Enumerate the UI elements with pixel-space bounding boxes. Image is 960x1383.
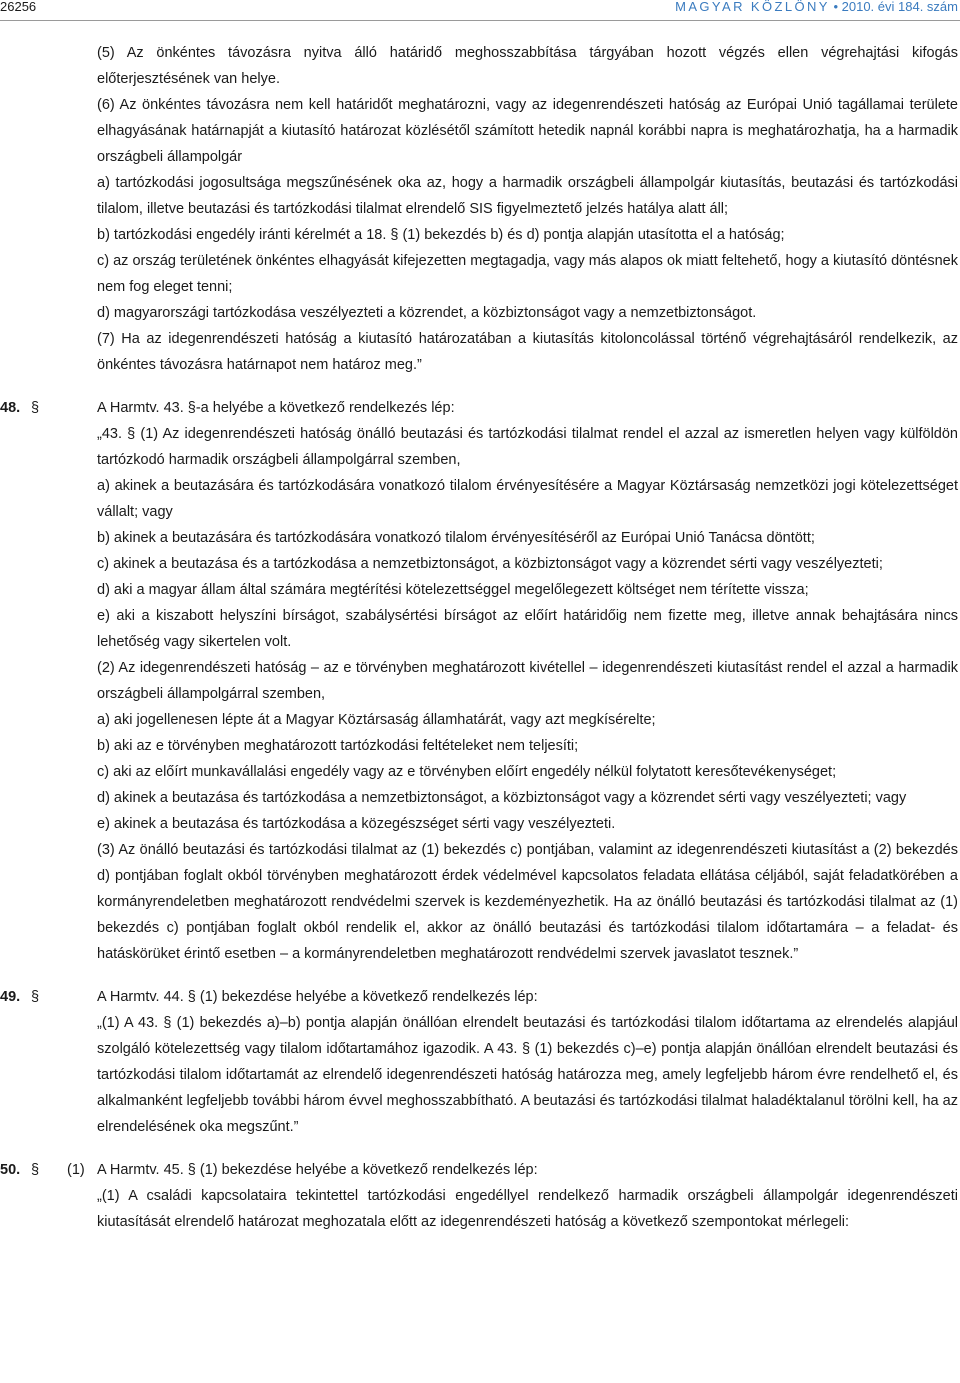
section-number: 50. — [0, 1162, 21, 1178]
section-gap — [0, 378, 960, 395]
paragraph-7: (7) Ha az idegenrendészeti hatóság a kiutasító határozatában a kiutasítás kitoloncolással történő végrehajtásáról rendelkezik, az önkéntes távozásra határnapot nem határoz meg.” — [97, 331, 958, 373]
s48-paragraph-1: „43. § (1) Az idegenrendészeti hatóság önálló beutazási és tartózkodási tilalmat rendel el azzal az ismeretlen helyen vagy külföldön tartózkodó harmadik országbeli állampolgárral szemben, — [97, 426, 958, 468]
s48-paragraph-3: (3) Az önálló beutazási és tartózkodási tilalmat az (1) bekezdés c) pontjában, valamint az idegenrendészeti kiutasítást a (2) bekezdés d) pontjában foglalt okból törvényben meghatározott érdek védelmével kapcsolatos feladata ellátása céljából, saját feladatkörében a kormányrendeletben meghatározott rendvédelmi szervek is kezdeményezhetik. Ha az önálló beutazási és tartózkodási tilalmat az (1) bekezdés c) pontjában foglalt okból rendelik el, akkor az önálló beutazási és tartózkodási tilalom időtartamára – a feladat- és hatáskörüket érintő esetben – a kormányrendeletben meghatározott rendvédelmi szervek javaslatot tesznek.” — [97, 842, 958, 962]
s48-p2-point-c: c) aki az előírt munkavállalási engedély vagy az e törvényben előírt engedély nélkül folytatott keresőtevékenységet; — [97, 764, 837, 780]
section-sign: § — [31, 400, 40, 416]
s48-point-c: c) akinek a beutazása és a tartózkodása a nemzetbiztonságot, a közbiztonságot vagy a közrendet sérti vagy veszélyezteti; — [97, 556, 883, 572]
s48-point-b: b) akinek a beutazására és tartózkodására vonatkozó tilalom érvényesítéséről az Európai Unió Tanácsa döntött; — [97, 530, 815, 546]
section-sign: § — [31, 989, 40, 1005]
running-header — [675, 0, 958, 13]
section-sign: § — [31, 1162, 40, 1178]
s49-paragraph-1: „(1) A 43. § (1) bekezdés a)–b) pontja alapján önállóan elrendelt beutazási és tartózkodási tilalom időtartama az elrendelés alapjául szolgáló kötelezettség vagy tilalom időtartamához igazodik. A 43. § (1) bekezdés c)–e) pontja alapján önállóan elrendelt beutazási és tartózkodási tilalom időtartamát az elrendelő idegenrendészeti hatóság határozza meg, amely legfeljebb három évre rendelhető el, és alkalmanként legfeljebb további három évvel meghosszabbítható. A beutazási és tartózkodási tilalmat haladéktalanul törölni kell, ha az elrendelésének oka megszűnt.” — [97, 1015, 958, 1135]
s50-paragraph-1: „(1) A családi kapcsolataira tekintettel tartózkodási engedéllyel rendelkező harmadik országbeli állampolgár idegenrendészeti kiutasítását elrendelő határozat meghozatala előtt az idegenrendészeti hatóság a következő szempontokat mérlegeli: — [97, 1188, 958, 1230]
document-body — [0, 40, 960, 1235]
s48-p2-point-e: e) akinek a beutazása és tartózkodása a közegészséget sérti vagy veszélyezteti. — [97, 816, 616, 832]
section-49 — [0, 984, 960, 1010]
section-intro: A Harmtv. 43. §-a helyébe a következő rendelkezés lép: — [97, 400, 455, 416]
s48-point-e: e) aki a kiszabott helyszíni bírságot, szabálysértési bírságot az előírt határidőig nem fizette meg, illetve annak behajtására nincs lehetőség vagy sikertelen volt. — [97, 608, 958, 650]
section-number: 49. — [0, 989, 21, 1005]
section-intro: A Harmtv. 45. § (1) bekezdése helyébe a következő rendelkezés lép: — [97, 1162, 538, 1178]
section-50 — [0, 1157, 960, 1183]
section-48 — [0, 395, 960, 421]
s48-point-d: d) aki a magyar állam által számára megtérítési kötelezettséggel megelőlegezett költséget nem térítette vissza; — [97, 582, 809, 598]
subsection-number: (1) — [67, 1162, 85, 1178]
s48-point-a: a) akinek a beutazására és tartózkodására vonatkozó tilalom érvényesítésére a Magyar Köztársaság nemzetközi jogi kötelezettséget vállalt; vagy — [97, 478, 958, 520]
page-header — [0, 0, 960, 20]
section-number: 48. — [0, 400, 21, 416]
s48-p2-point-a: a) aki jogellenesen lépte át a Magyar Köztársaság államhatárát, vagy azt megkísérelte; — [97, 712, 656, 728]
bullet-separator: • — [833, 0, 839, 14]
page-number: 26256 — [0, 0, 37, 14]
header-rule — [0, 20, 960, 21]
section-gap — [0, 967, 960, 984]
s48-p2-point-b: b) aki az e törvényben meghatározott tartózkodási feltételeket nem teljesíti; — [97, 738, 579, 754]
s48-paragraph-2: (2) Az idegenrendészeti hatóság – az e törvényben meghatározott kivétellel – idegenrendészeti kiutasítást rendel el azzal a harmadik országbeli állampolgárral szemben, — [97, 660, 958, 702]
point-b: b) tartózkodási engedély iránti kérelmét a 18. § (1) bekezdés b) és d) pontja alapján utasította el a hatóság; — [97, 227, 785, 243]
issue-number: 2010. évi 184. szám — [841, 0, 958, 14]
s48-p2-point-d: d) akinek a beutazása és tartózkodása a nemzetbiztonságot, a közbiztonságot vagy a közrendet sérti vagy veszélyezteti; vagy — [97, 790, 907, 806]
point-c: c) az ország területének önkéntes elhagyását kifejezetten megtagadja, vagy más alapos ok miatt feltehető, hogy a kiutasító döntésnek nem fog eleget tenni; — [97, 253, 958, 295]
section-intro: A Harmtv. 44. § (1) bekezdése helyébe a következő rendelkezés lép: — [97, 989, 538, 1005]
section-gap — [0, 1140, 960, 1157]
paragraph-6: (6) Az önkéntes távozásra nem kell határidőt meghatározni, vagy az idegenrendészeti hatóság az Európai Unió tagállamai területe elhagyásának határnapját a kiutasító határozat közlésétől számított hetedik napnál korábbi napra is meghatározhatja, ha a harmadik országbeli állampolgár — [97, 97, 958, 165]
journal-name: MAGYAR KÖZLÖNY — [675, 0, 830, 14]
paragraph-5: (5) Az önkéntes távozásra nyitva álló határidő meghosszabbítása tárgyában hozott végzés ellen végrehajtási kifogás előterjesztésének van helye. — [97, 45, 958, 87]
point-a: a) tartózkodási jogosultsága megszűnésének oka az, hogy a harmadik országbeli állampolgár kiutasítás, beutazási és tartózkodási tilalom, illetve beutazási és tartózkodási tilalmat elrendelő SIS figyelmeztető jelzés hatálya alatt áll; — [97, 175, 958, 217]
point-d: d) magyarországi tartózkodása veszélyezteti a közrendet, a közbiztonságot vagy a nemzetbiztonságot. — [97, 305, 757, 321]
